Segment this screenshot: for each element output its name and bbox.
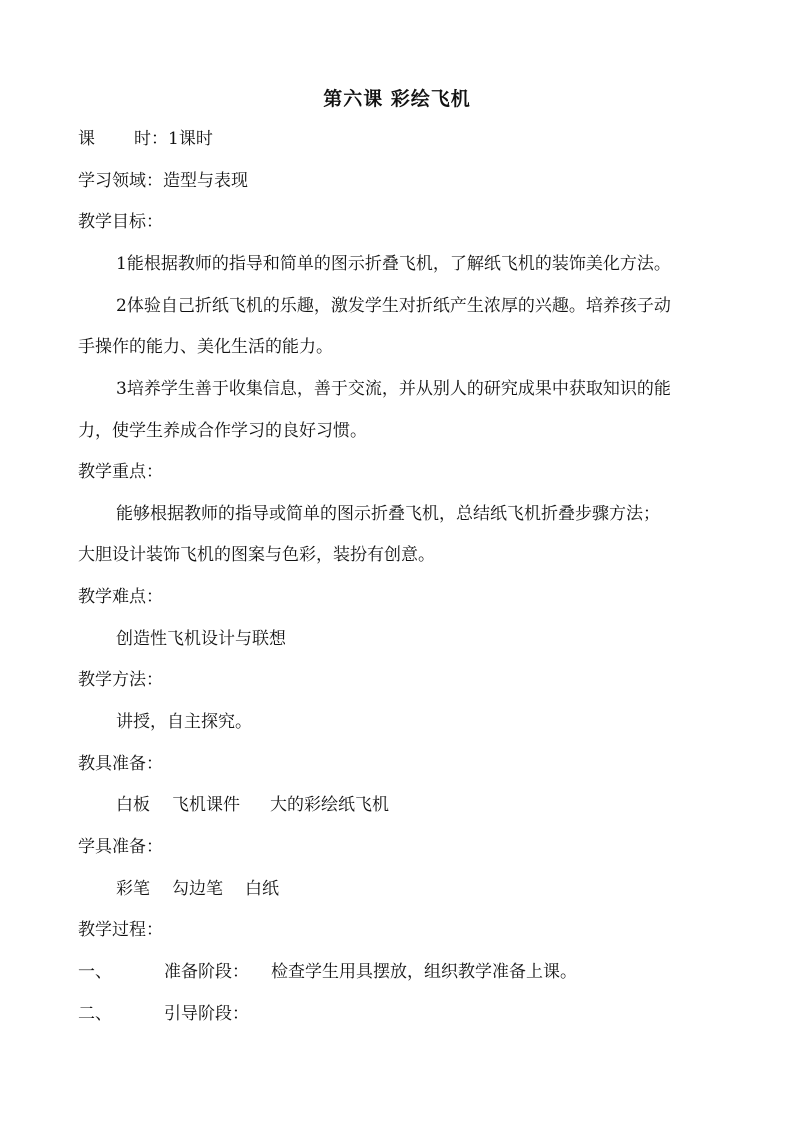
process-step-content: 检查学生用具摆放，组织教学准备上课。 bbox=[271, 962, 577, 982]
objective-item-2-line-1: 2体验自己折纸飞机的乐趣，激发学生对折纸产生浓厚的兴趣。培养孩子动 bbox=[116, 296, 671, 316]
key-points-line-1: 能够根据教师的指导或简单的图示折叠飞机，总结纸飞机折叠步骤方法； bbox=[116, 504, 660, 524]
student-tools-heading: 学具准备： bbox=[78, 837, 163, 857]
objective-item-3-line-1: 3培养学生善于收集信息，善于交流，并从别人的研究成果中获取知识的能 bbox=[116, 379, 671, 399]
objective-item-3-line-2: 力，使学生养成合作学习的良好习惯。 bbox=[78, 421, 367, 441]
methods-content: 讲授，自主探究。 bbox=[116, 712, 252, 732]
process-step-number: 二、 bbox=[78, 1004, 112, 1024]
student-tool-item: 彩笔 bbox=[116, 879, 150, 899]
teacher-tools-list bbox=[116, 794, 389, 816]
page-title: 第六课 彩绘飞机 bbox=[323, 88, 471, 110]
teacher-tool-item: 白板 bbox=[116, 795, 150, 815]
class-hours-value: 1课时 bbox=[168, 129, 213, 149]
teacher-tool-item: 大的彩绘纸飞机 bbox=[270, 795, 389, 815]
teacher-tool-item: 飞机课件 bbox=[172, 795, 240, 815]
methods-heading: 教学方法： bbox=[78, 670, 163, 690]
difficulties-heading: 教学难点： bbox=[78, 587, 163, 607]
process-step-label: 引导阶段： bbox=[164, 1004, 249, 1024]
process-step-2 bbox=[78, 1003, 249, 1025]
teacher-tools-heading: 教具准备： bbox=[78, 754, 163, 774]
difficulties-content: 创造性飞机设计与联想 bbox=[116, 629, 286, 649]
student-tool-item: 白纸 bbox=[245, 879, 279, 899]
class-hours-line bbox=[78, 128, 213, 150]
student-tool-item: 勾边笔 bbox=[172, 879, 223, 899]
key-points-line-2: 大胆设计装饰飞机的图案与色彩，装扮有创意。 bbox=[78, 545, 435, 565]
key-points-heading: 教学重点： bbox=[78, 462, 163, 482]
student-tools-list bbox=[116, 878, 279, 900]
class-hours-label-a: 课 bbox=[78, 129, 95, 149]
objective-item-2-line-2: 手操作的能力、美化生活的能力。 bbox=[78, 337, 333, 357]
objective-item-1: 1能根据教师的指导和简单的图示折叠飞机，了解纸飞机的装饰美化方法。 bbox=[116, 254, 671, 274]
process-heading: 教学过程： bbox=[78, 920, 163, 940]
process-step-1 bbox=[78, 961, 577, 983]
process-step-number: 一、 bbox=[78, 962, 112, 982]
learning-domain-line: 学习领域：造型与表现 bbox=[78, 171, 248, 191]
process-step-label: 准备阶段： bbox=[164, 962, 249, 982]
class-hours-label-b: 时： bbox=[134, 129, 168, 149]
objectives-heading: 教学目标： bbox=[78, 212, 163, 232]
